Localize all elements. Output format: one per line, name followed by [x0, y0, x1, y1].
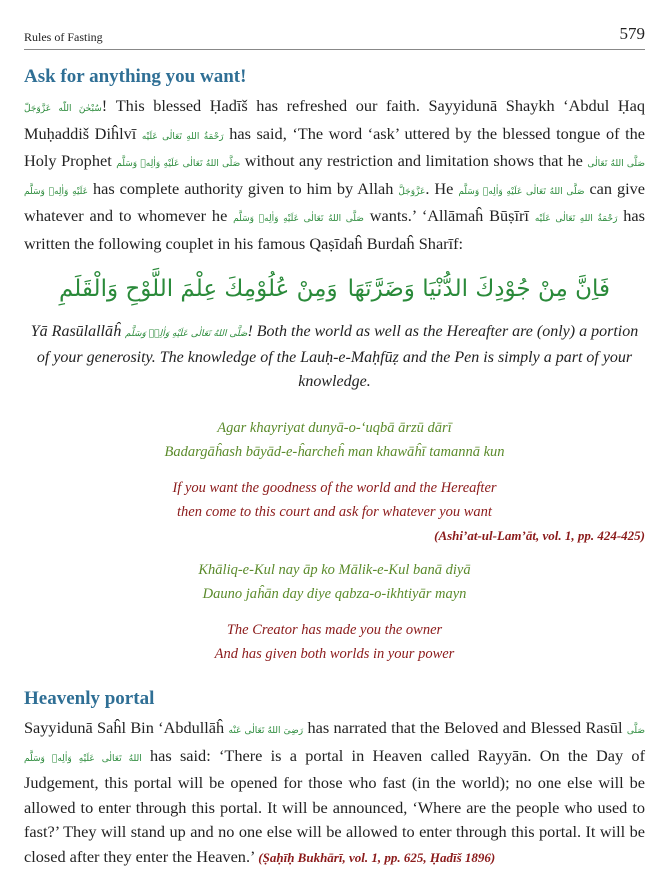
- salutation-subhan: سُبْحٰنَ اللّٰه عَزَّوَجَلّ: [24, 104, 102, 114]
- paragraph-segment: Sayyidunā Saĥl Bin ‘Abdullāĥ: [24, 718, 225, 737]
- section2-paragraph: [24, 716, 645, 870]
- verse-translation-line: then come to this court and ask for whatever you want: [177, 504, 492, 520]
- page-number: 579: [619, 24, 645, 43]
- salutation-sallallahu: صَلَّی اللهُ تَعَالٰی عَلَیْهِ وَاٰلِهٖ وَسَلَّم: [116, 159, 241, 169]
- salutation-sallallahu: صَلَّی اللهُ تَعَالٰی عَلَیْهِ وَاٰلِهٖ وَسَلَّم: [24, 159, 646, 197]
- paragraph-segment: . He: [425, 178, 454, 198]
- salutation-rahmatullah: رَحْمَةُ اللهِ تَعَالٰی عَلَیْه: [141, 131, 224, 142]
- translation-segment: ! Both the world as well as the Hereafter are (only) a portion of your generosity. The knowledge of the Lauḥ-e-Maḥfūẓ and the Pen is simply a part of your knowledge.: [36, 323, 639, 390]
- verse-line: Badargāĥash bāyād-e-ĥarcheĥ man khawāĥī tamannā kun: [164, 444, 505, 460]
- paragraph-segment: wants.’ ‘Allāmaĥ Būṣīrī: [363, 206, 529, 225]
- arabic-couplet: [54, 276, 615, 302]
- section-heading-ask: Ask for anything you want!: [24, 66, 247, 87]
- paragraph-segment: without any restriction and limitation shows that he: [240, 151, 583, 170]
- salutation-sallallahu: صَلَّی اللهُ تَعَالٰی عَلَیْهِ وَاٰلِهٖ وَسَلَّم: [458, 186, 585, 197]
- paragraph-segment: has said: ‘There is a portal in Heaven called Rayyān. On the Day of Judgement, this portal will be opened for those who fast (in the world); no one else will be allowed to enter through this portal. It will be announced, ‘Where are the people who used to fast?’ They will stand up and no one else will be allowed to enter through this portal. It will be closed after they enter the Heaven.’: [24, 745, 645, 866]
- paragraph-segment: has complete authority given to him by Allah: [88, 178, 394, 198]
- salutation-sallallahu: صَلَّی اللهُ تَعَالٰی عَلَیْهِ وَاٰلِهٖ وَسَلَّم: [125, 329, 248, 339]
- verse-block-1: [24, 416, 645, 544]
- reference-citation: (Ṣaḥīḥ Bukhārī, vol. 1, pp. 625, Ḥadīš 1896): [258, 849, 496, 865]
- verse-translation-line: The Creator has made you the owner: [226, 622, 443, 638]
- salutation-azzawajal: عَزَّوَجَلَّ: [398, 186, 426, 197]
- reference-citation: (Ashi’at-ul-Lam’āt, vol. 1, pp. 424-425): [434, 528, 645, 543]
- paragraph-segment: has written the following couplet in his famous Qaṣīdaĥ Burdaĥ Sharīf:: [24, 206, 645, 253]
- verse-line: Agar khayriyat dunyā-o-‘uqbā ārzū dārī: [217, 420, 452, 436]
- header-divider: [24, 49, 645, 50]
- section1-paragraph: [24, 94, 645, 256]
- arabic-couplet-line-1: فَاِنَّ مِنْ جُوْدِكَ الدُّنْيَا وَضَرَّتَهَا: [347, 276, 610, 302]
- section-heading-heavenly-portal: Heavenly portal: [24, 688, 155, 709]
- arabic-couplet-line-2: وَمِنْ عُلُوْمِكَ عِلْمَ اللَّوْحِ وَالْقَلَمِ: [59, 276, 338, 302]
- translation-segment: Yā Rasūlallāĥ: [30, 323, 121, 340]
- verse-line: Khāliq-e-Kul nay āp ko Mālik-e-Kul banā diyā: [198, 562, 471, 578]
- paragraph-segment: ! This blessed Ḥadīš has refreshed our faith. Sayyidunā Shaykh ‘Abdul Ḥaq Muḥaddiš Diĥlvī: [24, 96, 645, 143]
- couplet-translation: [24, 320, 645, 394]
- paragraph-segment: can give whatever and to whomever he: [24, 178, 646, 225]
- running-title: Rules of Fasting: [24, 30, 103, 44]
- salutation-rahmatullah: رَحْمَةُ اللهِ تَعَالٰی عَلَیْه: [534, 214, 618, 224]
- paragraph-segment: has narrated that the Beloved and Blessed Rasūl: [303, 718, 623, 737]
- salutation-sallallahu: صَلَّی اللهُ تَعَالٰی عَلَیْهِ وَاٰلِهٖ وَسَلَّم: [233, 214, 364, 224]
- page-content: [24, 66, 645, 870]
- verse-translation-line: And has given both worlds in your power: [214, 646, 455, 662]
- verse-block-2: [24, 558, 645, 666]
- salutation-sallallahu: صَلَّی اللهُ تَعَالٰی عَلَیْهِ وَاٰلِهٖ وَسَلَّم: [24, 726, 645, 764]
- paragraph-segment: has said, ‘The word ‘ask’ uttered by the blessed tongue of the Holy Prophet: [24, 123, 645, 170]
- verse-translation-line: If you want the goodness of the world and the Hereafter: [172, 480, 497, 496]
- verse-line: Dauno jaĥān day diye qabza-o-ikhtiyār mayn: [202, 586, 467, 602]
- salutation-radiallahu: رَضِیَ اللهُ تَعَالٰی عَنْه: [228, 726, 304, 736]
